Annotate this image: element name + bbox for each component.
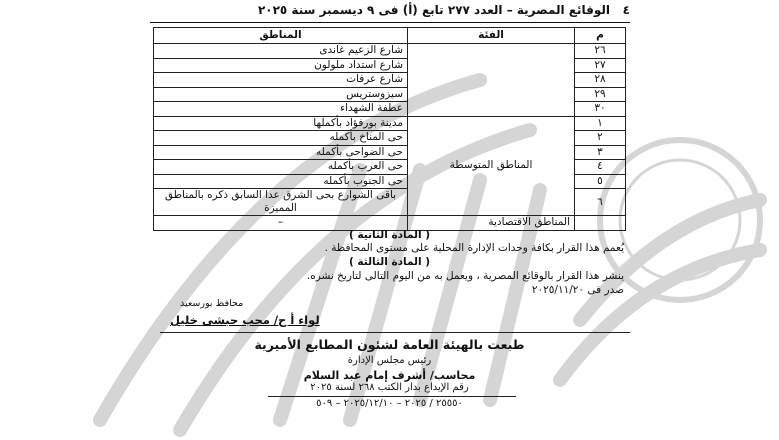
footer-divider (268, 396, 516, 397)
page-header (150, 3, 630, 21)
table-header-row (154, 28, 626, 44)
signatory-name: لواء أ ح/ محب حبشى خليل (170, 313, 320, 327)
zones-table (153, 27, 626, 231)
table-row (154, 44, 626, 59)
page-number: ٤ (622, 3, 630, 17)
row-number: ٢٦ (575, 44, 626, 59)
area-name: عطفة الشهداء (154, 102, 408, 117)
category-middle: المناطق المتوسطة (408, 116, 575, 216)
header-divider (150, 22, 630, 23)
chairman-name: محاسب/ أشرف إمام عبد السلام (303, 369, 476, 382)
area-dash: – (154, 216, 408, 231)
row-number: ٣ (575, 145, 626, 160)
signature-divider (160, 332, 630, 333)
table-row-economic (154, 216, 626, 231)
area-name: حى الجنوب بأكمله (154, 174, 408, 189)
article2-heading: ( المادة الثانية ) (348, 229, 431, 241)
printer-line: طبعت بالهيئة العامة لشئون المطابع الأميرية (254, 337, 525, 352)
category-cell-empty (408, 44, 575, 117)
row-number: ٢٨ (575, 73, 626, 88)
issue-date: صدر فى ٢٠٢٥/١١/٢٠ (531, 284, 624, 296)
row-number-empty (575, 216, 626, 231)
table-row (154, 116, 626, 131)
row-number: ٥ (575, 174, 626, 189)
area-name: باقى الشوارع بحى الشرق عدا السابق ذكره بالمناطق المميزة (154, 189, 408, 216)
print-code: ٢٥٥٥٠ / ٢٠٢٥ – ٢٠٢٥/١٢/١٠ – ٥٠٩ (316, 398, 463, 409)
area-name: حى العرب بأكمله (154, 160, 408, 175)
row-number: ٣٠ (575, 102, 626, 117)
board-title: رئيس مجلس الإدارة (347, 355, 432, 366)
row-number: ٢٩ (575, 87, 626, 102)
article3-text: ينشر هذا القرار بالوقائع المصرية ، ويعمل به من اليوم التالى لتاريخ نشره. (306, 270, 624, 282)
area-name: شارع استداد ملولون (154, 58, 408, 73)
gazette-issue-title: الوقائع المصرية – العدد ٢٧٧ تابع (أ) فى ٩ ديسمبر سنة ٢٠٢٥ (257, 3, 610, 17)
article3-heading: ( المادة الثالثة ) (348, 256, 431, 268)
area-name: سيزوستريس (154, 87, 408, 102)
col-header-num: م (575, 28, 626, 44)
article2-text: يُعمم هذا القرار بكافة وحدات الإدارة المحلية على مستوى المحافظة . (324, 242, 624, 254)
category-economic: المناطق الاقتصادية (408, 216, 575, 231)
row-number: ١ (575, 116, 626, 131)
area-name: شارع عرفات (154, 73, 408, 88)
row-number: ٦ (575, 189, 626, 216)
deposit-number: رقم الإيداع بدار الكتب ٢٦٨ لسنة ٢٠٢٥ (310, 382, 469, 393)
area-name: حى المناخ بأكمله (154, 131, 408, 146)
area-name: حى الضواحى بأكمله (154, 145, 408, 160)
area-name: شارع الزعيم غاندى (154, 44, 408, 59)
row-number: ٤ (575, 160, 626, 175)
row-number: ٢ (575, 131, 626, 146)
area-name: مدينة بورفؤاد بأكملها (154, 116, 408, 131)
col-header-category: الفئة (408, 28, 575, 44)
col-header-areas: المناطق (154, 28, 408, 44)
signatory-title: محافظ بورسعيد (180, 298, 244, 309)
row-number: ٢٧ (575, 58, 626, 73)
